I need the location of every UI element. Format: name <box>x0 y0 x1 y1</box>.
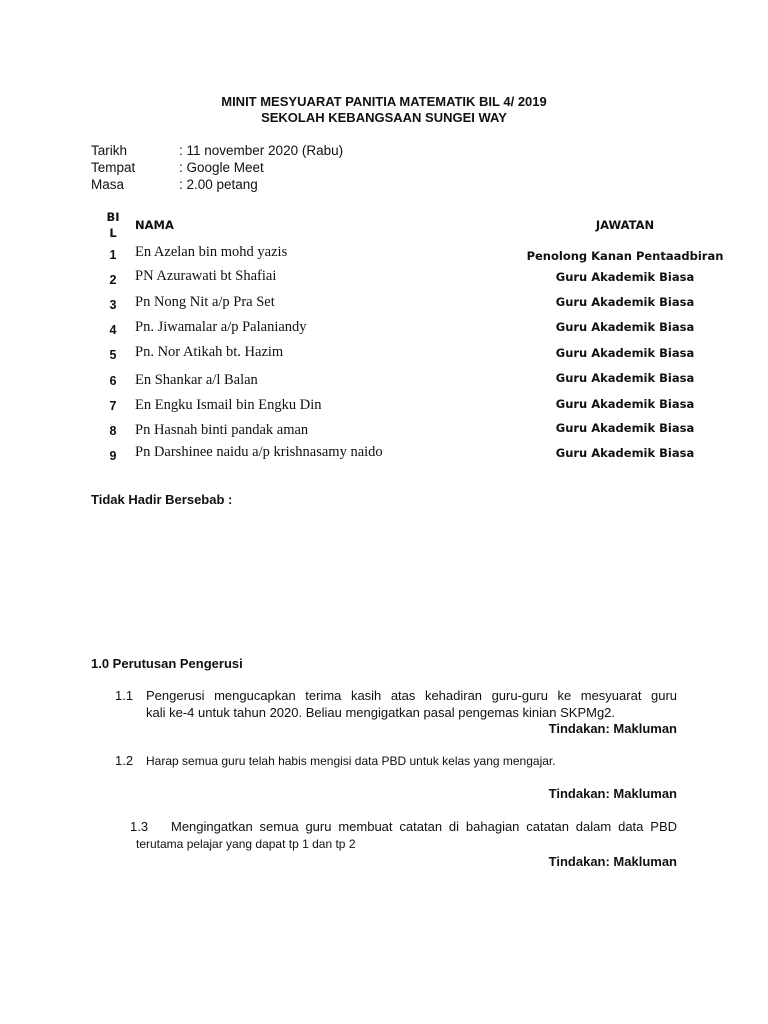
item-text-line: Harap semua guru telah habis mengisi data PBD untuk kelas yang mengajar. <box>146 754 556 768</box>
meta-value-masa: : 2.00 petang <box>179 177 258 192</box>
table-header-jawatan: JAWATAN <box>595 218 655 232</box>
item-text-line: kali ke-4 untuk tahun 2020. Beliau mengigatkan pasal pengemas kinian SKPMg2. <box>146 705 616 720</box>
item-number: 1.1 <box>115 688 134 703</box>
meta-label-tarikh: Tarikh <box>91 143 128 158</box>
row-jawatan: Guru Akademik Biasa <box>555 397 695 411</box>
row-nama: Pn Nong Nit a/p Pra Set <box>135 294 275 310</box>
row-bil: 2 <box>109 273 117 287</box>
row-nama: En Azelan bin mohd yazis <box>135 244 288 260</box>
row-bil: 9 <box>109 449 117 463</box>
row-bil: 5 <box>109 348 117 362</box>
row-bil: 6 <box>109 374 117 388</box>
action-label: Tindakan: Makluman <box>548 786 677 801</box>
table-header-nama: NAMA <box>135 218 174 232</box>
row-nama: Pn. Jiwamalar a/p Palaniandy <box>135 319 307 335</box>
row-nama: Pn Hasnah binti pandak aman <box>135 422 309 438</box>
row-jawatan: Guru Akademik Biasa <box>555 270 695 284</box>
row-jawatan: Guru Akademik Biasa <box>555 446 695 460</box>
row-bil: 3 <box>109 298 117 312</box>
row-nama: PN Azurawati bt Shafiai <box>135 268 277 284</box>
school-name: SEKOLAH KEBANGSAAN SUNGEI WAY <box>261 110 507 125</box>
meta-label-masa: Masa <box>91 177 125 192</box>
meta-value-tarikh: : 11 november 2020 (Rabu) <box>179 143 344 158</box>
row-jawatan: Guru Akademik Biasa <box>555 295 695 309</box>
row-jawatan: Guru Akademik Biasa <box>555 320 695 334</box>
table-header-bil-2: L <box>109 226 117 240</box>
table-header-bil-1: BI <box>106 210 120 224</box>
row-bil: 8 <box>109 424 117 438</box>
action-label: Tindakan: Makluman <box>548 721 677 736</box>
item-text-line: Mengingatkan semua guru membuat catatan di bahagian catatan dalam data PBD <box>171 819 677 834</box>
row-bil: 4 <box>109 323 117 337</box>
row-jawatan: Guru Akademik Biasa <box>555 371 695 385</box>
document-title: MINIT MESYUARAT PANITIA MATEMATIK BIL 4/ 2019 <box>221 94 547 109</box>
section-title: 1.0 Perutusan Pengerusi <box>91 656 243 671</box>
row-jawatan: Guru Akademik Biasa <box>555 346 695 360</box>
item-text-line: Pengerusi mengucapkan terima kasih atas kehadiran guru-guru ke mesyuarat guru <box>146 688 677 703</box>
meta-value-tempat: : Google Meet <box>179 160 264 175</box>
action-label: Tindakan: Makluman <box>548 854 677 869</box>
item-text-line: terutama pelajar yang dapat tp 1 dan tp 2 <box>136 837 356 851</box>
row-nama: Pn. Nor Atikah bt. Hazim <box>135 344 284 360</box>
item-number: 1.3 <box>130 819 149 834</box>
row-nama: En Shankar a/l Balan <box>135 372 258 388</box>
item-number: 1.2 <box>115 753 134 768</box>
meta-label-tempat: Tempat <box>91 160 136 175</box>
absent-label: Tidak Hadir Bersebab : <box>91 492 233 507</box>
row-nama: Pn Darshinee naidu a/p krishnasamy naido <box>135 444 383 460</box>
row-jawatan: Penolong Kanan Pentaadbiran <box>526 249 724 263</box>
row-bil: 7 <box>109 399 117 413</box>
row-bil: 1 <box>109 248 117 262</box>
row-nama: En Engku Ismail bin Engku Din <box>135 397 322 413</box>
row-jawatan: Guru Akademik Biasa <box>555 421 695 435</box>
